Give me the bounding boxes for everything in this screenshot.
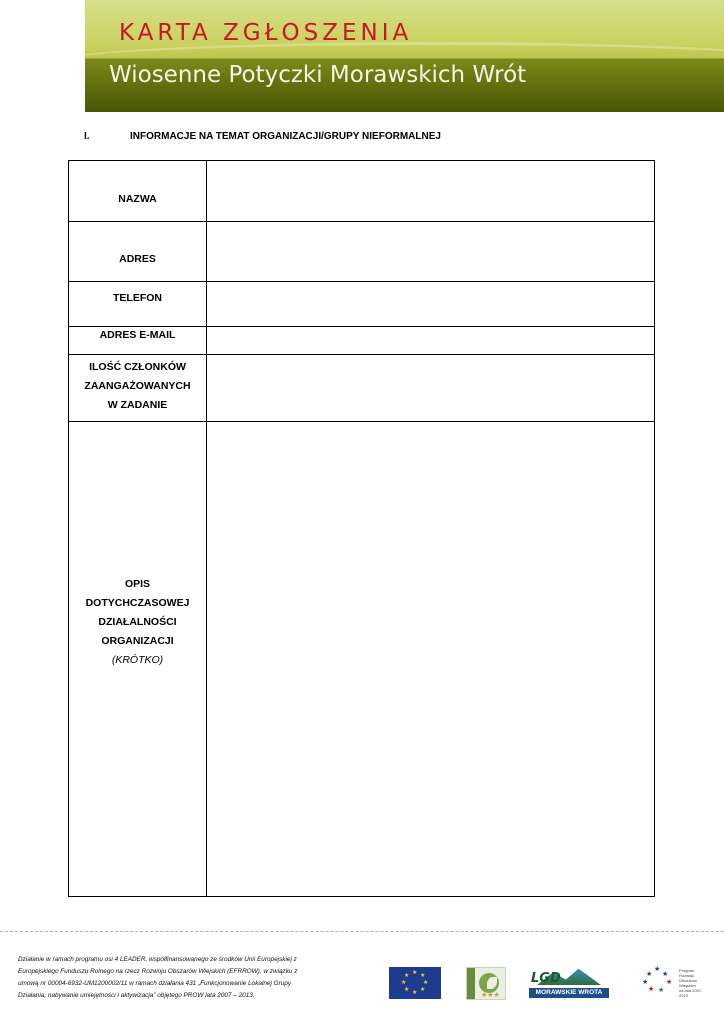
prow-logo xyxy=(640,965,704,1001)
funding-note: Działanie w ramach programu osi 4 LEADER, współfinansowanego ze środków Unii Europejskiej z Europejskiego Funduszu Rolnego na rzecz Rozwoju Obszarów Wiejskich (EFRROW), w związku z umową nr 00004-6932-UM1200002/11 w ramach działania 431 „Funkcjonowanie Lokalnej Grupy Działania, nabywanie umiejętności i aktywizacja” objętego PROW lata 2007 – 2013. xyxy=(18,956,298,999)
label-email: ADRES E-MAIL xyxy=(99,329,176,341)
registration-form-table xyxy=(68,160,655,897)
section-title: INFORMACJE NA TEMAT ORGANIZACJI/GRUPY NIEFORMALNEJ xyxy=(130,131,441,142)
field-telefon[interactable] xyxy=(207,282,654,326)
label-description: OPIS DOTYCHCZASOWEJ DZIAŁALNOŚCI ORGANIZACJI (KRÓTKO) xyxy=(69,575,206,670)
field-description[interactable] xyxy=(207,422,654,897)
eu-flag-logo: ★ ★ ★ ★ ★ ★ ★ ★ xyxy=(389,967,441,999)
leader-logo: ★★★ xyxy=(466,967,506,1000)
footer-divider xyxy=(0,931,724,932)
field-members[interactable] xyxy=(207,355,654,421)
field-adres[interactable] xyxy=(207,222,654,281)
row-telefon xyxy=(69,282,654,327)
field-email[interactable] xyxy=(207,327,654,354)
prow-caption: Program Rozwoju Obszarów Wiejskich na lata 2007-2013 xyxy=(679,968,703,998)
row-nazwa xyxy=(69,161,654,222)
row-members xyxy=(69,355,654,422)
label-members: ILOŚĆ CZŁONKÓW ZAANGAŻOWANYCH W ZADANIE xyxy=(84,361,191,411)
label-telefon: TELEFON xyxy=(113,292,162,304)
prow-star-emblem: ★ ★ ★ ★ ★ ★ ★ xyxy=(642,966,673,994)
row-adres xyxy=(69,222,654,282)
row-description xyxy=(69,422,654,897)
label-adres: ADRES xyxy=(119,253,156,265)
label-description-note: (KRÓTKO) xyxy=(111,654,164,666)
lgd-morawskie-wrota-logo: LGD MORAWSKIE WROTA xyxy=(527,965,611,1001)
header-banner xyxy=(85,0,724,112)
row-email xyxy=(69,327,654,355)
section-number: I. xyxy=(84,131,90,142)
event-subtitle: Wiosenne Potyczki Morawskich Wrót xyxy=(109,62,527,88)
field-nazwa[interactable] xyxy=(207,161,654,221)
form-title: KARTA ZGŁOSZENIA xyxy=(119,20,413,46)
label-nazwa: NAZWA xyxy=(118,193,157,205)
